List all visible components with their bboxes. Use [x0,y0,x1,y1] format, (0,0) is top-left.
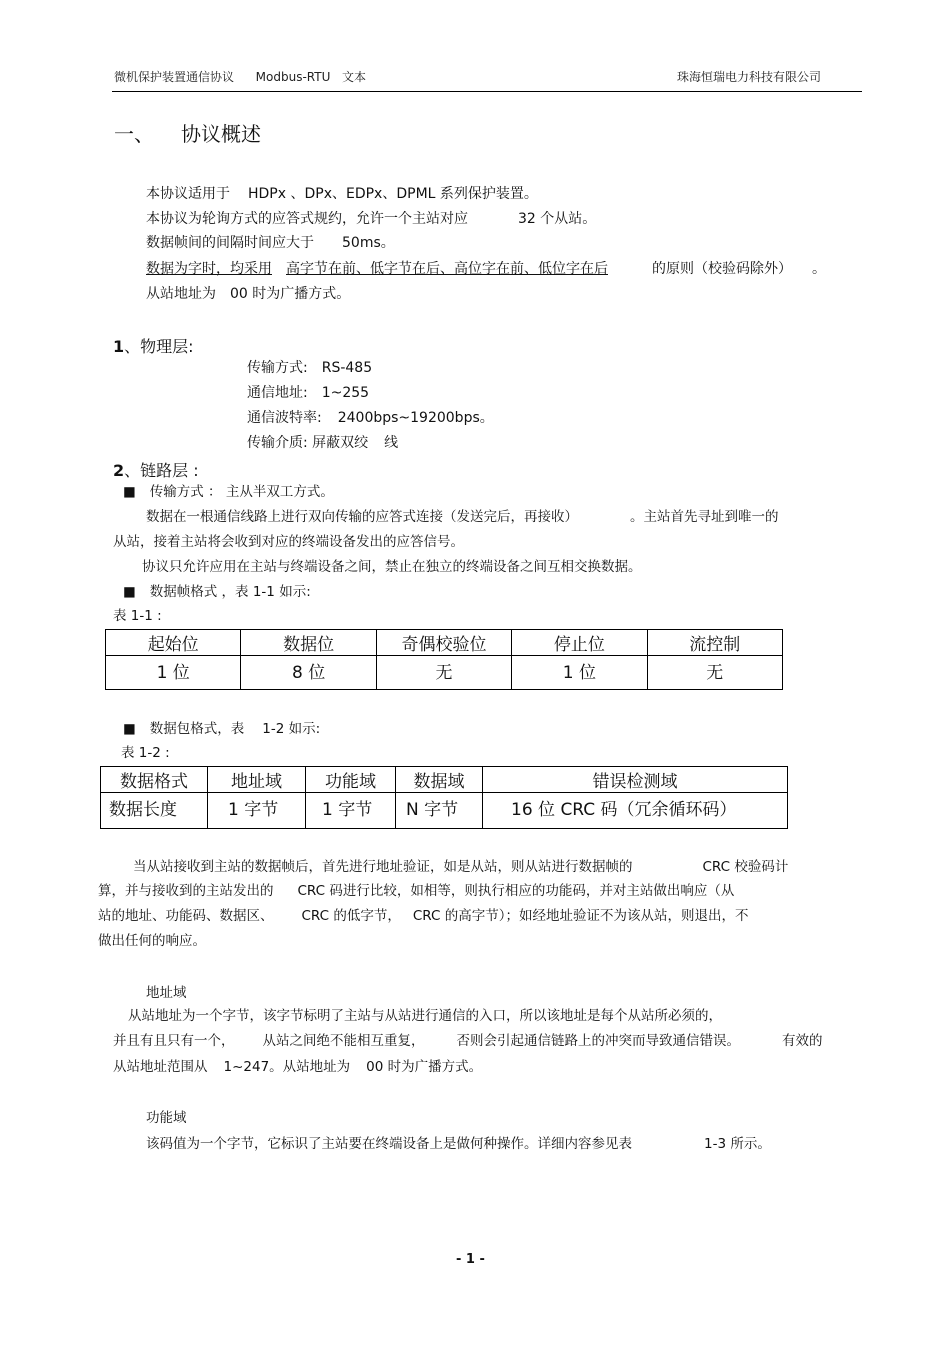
address-field-2a: 并且有且只有一个， [113,1033,235,1049]
link-bullet-1 [123,483,334,501]
function-field-1b: 1-3 所示。 [704,1136,771,1152]
address-field-line-1: 从站地址为一个字节，该字节标明了主站与从站进行通信的入口，所以该地址是每个从站所必须的， [128,1008,722,1024]
crc-para-3c: CRC 的高字节）；如经地址验证不为该从站，则退出，不 [412,908,749,924]
physical-item-2 [247,409,494,427]
table-header-cell: 起始位 [106,630,241,656]
intro-line-3 [146,234,395,252]
physical-item-1 [247,384,369,402]
header-rule [112,91,862,92]
address-field-2c: 否则会引起通信链路上的冲突而导致通信错误。 [456,1033,740,1049]
table-cell: N 字节 [396,793,483,829]
square-bullet-icon: ■ [123,484,136,500]
table-header-row [101,767,788,793]
crc-para-line-4: 做出任何的响应。 [98,933,206,949]
frame-format-table [105,629,783,690]
address-field-2b: 从站之间绝不能相互重复， [262,1033,425,1049]
table-header-cell: 数据格式 [101,767,208,793]
address-field-title: 地址域 [146,985,187,1001]
link-para-1-line-1 [146,508,779,526]
physical-item-value: 2400bps~19200bps。 [337,410,494,426]
table-cell: 1 位 [106,656,241,690]
intro-line-4a: 数据为字时，均采用 [146,261,272,277]
intro-line-5a: 从站地址为 [146,286,216,302]
intro-line-1a: 本协议适用于 [146,186,230,202]
table-cell: 1 位 [512,656,647,690]
header-protocol: Modbus-RTU [255,70,331,84]
address-field-3c: 00 时为广播方式。 [366,1059,483,1075]
link-para-1b: 。主站首先寻址到唯一的 [630,509,779,525]
table-cell: 8 位 [241,656,376,690]
physical-heading-text: 、物理层: [124,337,194,356]
crc-para-3b: CRC 的低字节， [301,908,401,924]
header-company: 珠海恒瑞电力科技有限公司 [677,70,822,84]
link-para-1a: 数据在一根通信线路上进行双向传输的应答式连接（发送完后，再接收） [146,509,578,525]
intro-line-4-underlined [146,261,652,277]
intro-line-4 [146,260,826,278]
address-field-line-2 [113,1032,823,1050]
table-header-cell: 停止位 [512,630,647,656]
header-doc-type: 文本 [342,70,367,84]
crc-para-3a: 站的地址、功能码、数据区、 [98,908,274,924]
table-row [101,793,788,829]
physical-item-label: 传输方式: [247,360,308,376]
function-field-line-1 [146,1135,771,1153]
intro-line-2a: 本协议为轮询方式的应答式规约，允许一个主站对应 [146,211,468,227]
table-header-cell: 功能域 [306,767,396,793]
physical-item-value: 1~255 [321,385,370,401]
link-bullet-2 [123,583,311,601]
intro-line-2 [146,210,596,228]
table-cell: 16 位 CRC 码（冗余循环码） [483,793,788,829]
link-bullet-2-text: 数据帧格式 ，表 1-1 如示: [149,584,311,600]
link-heading-text: 、链路层 : [124,461,199,480]
intro-line-5 [146,285,350,303]
link-para-1-line-2: 从站，接着主站将会收到对应的终端设备发出的应答信号。 [113,534,464,550]
address-field-2d: 有效的 [782,1033,823,1049]
link-para-2: 协议只允许应用在主站与终端设备之间，禁止在独立的终端设备之间互相交换数据。 [142,559,642,575]
link-bullet-3 [123,720,320,738]
square-bullet-icon: ■ [123,721,136,737]
physical-item-label: 传输介质: 屏蔽双绞 [247,435,369,451]
intro-line-4d: 。 [812,261,826,277]
address-field-line-3 [113,1058,482,1076]
physical-heading-num: 1 [113,337,125,356]
header-left: 微机保护装置通信协议 [114,70,235,84]
table-1-caption: 表 1-1 : [113,608,162,624]
physical-item-3 [247,434,398,452]
table-header-cell: 数据位 [241,630,376,656]
table-header-cell: 奇偶校验位 [376,630,511,656]
crc-para-1b: CRC 校验码计 [702,859,789,875]
table-cell: 数据长度 [101,793,208,829]
square-bullet-icon: ■ [123,584,136,600]
table-2-caption: 表 1-2 : [121,745,170,761]
table-cell: 无 [376,656,511,690]
physical-item-value: RS-485 [321,360,373,376]
intro-line-4b: 高字节在前、低字节在后、高位字在前、低位字在后 [286,261,608,277]
link-bullet-3b: 1-2 如示: [262,721,321,737]
section-number: 一、 [114,122,154,146]
crc-para-line-2 [98,882,734,900]
table-header-cell: 错误检测域 [483,767,788,793]
crc-para-2a: 算，并与接收到的主站发出的 [98,883,274,899]
intro-line-3b: 50ms。 [342,235,395,251]
intro-line-1 [146,185,538,203]
table-row [106,656,783,690]
function-field-1a: 该码值为一个字节，它标识了主站要在终端设备上是做何种操作。详细内容参见表 [146,1136,632,1152]
intro-line-3a: 数据帧间的间隔时间应大于 [146,235,314,251]
table-cell: 1 字节 [306,793,396,829]
table-header-cell: 地址域 [208,767,306,793]
physical-item-0 [247,359,372,377]
intro-line-2b: 32 个从站。 [518,211,597,227]
link-heading-num: 2 [113,461,125,480]
crc-para-line-3 [98,907,748,925]
table-cell: 无 [647,656,782,690]
table-cell: 1 字节 [208,793,306,829]
crc-para-line-1 [133,858,788,876]
page-number: - 1 - [456,1252,485,1267]
section-title: 协议概述 [181,122,261,146]
physical-heading [113,334,194,357]
table-header-row [106,630,783,656]
address-field-3b: 1~247。从站地址为 [223,1059,351,1075]
link-bullet-3a: 数据包格式，表 [149,721,245,737]
physical-item-label: 通信波特率: [247,410,322,426]
crc-para-1a: 当从站接收到主站的数据帧后，首先进行地址验证，如是从站，则从站进行数据帧的 [133,859,633,875]
table-header-cell: 流控制 [647,630,782,656]
packet-format-table [100,766,788,829]
link-bullet-1-text: 传输方式 ： 主从半双工方式。 [149,484,334,500]
physical-item-label: 通信地址: [247,385,308,401]
intro-line-1b: HDPx 、DPx、EDPx、DPML 系列保护装置。 [248,186,538,202]
address-field-3a: 从站地址范围从 [113,1059,208,1075]
intro-line-5b: 00 时为广播方式。 [230,286,351,302]
header-doc-title [114,68,366,85]
physical-item-value: 线 [384,435,399,451]
link-heading [113,458,199,481]
table-header-cell: 数据域 [396,767,483,793]
intro-line-4c: 的原则（校验码除外） [652,261,792,277]
function-field-title: 功能域 [146,1110,187,1126]
crc-para-2b: CRC 码进行比较，如相等，则执行相应的功能码，并对主站做出响应（从 [297,883,735,899]
